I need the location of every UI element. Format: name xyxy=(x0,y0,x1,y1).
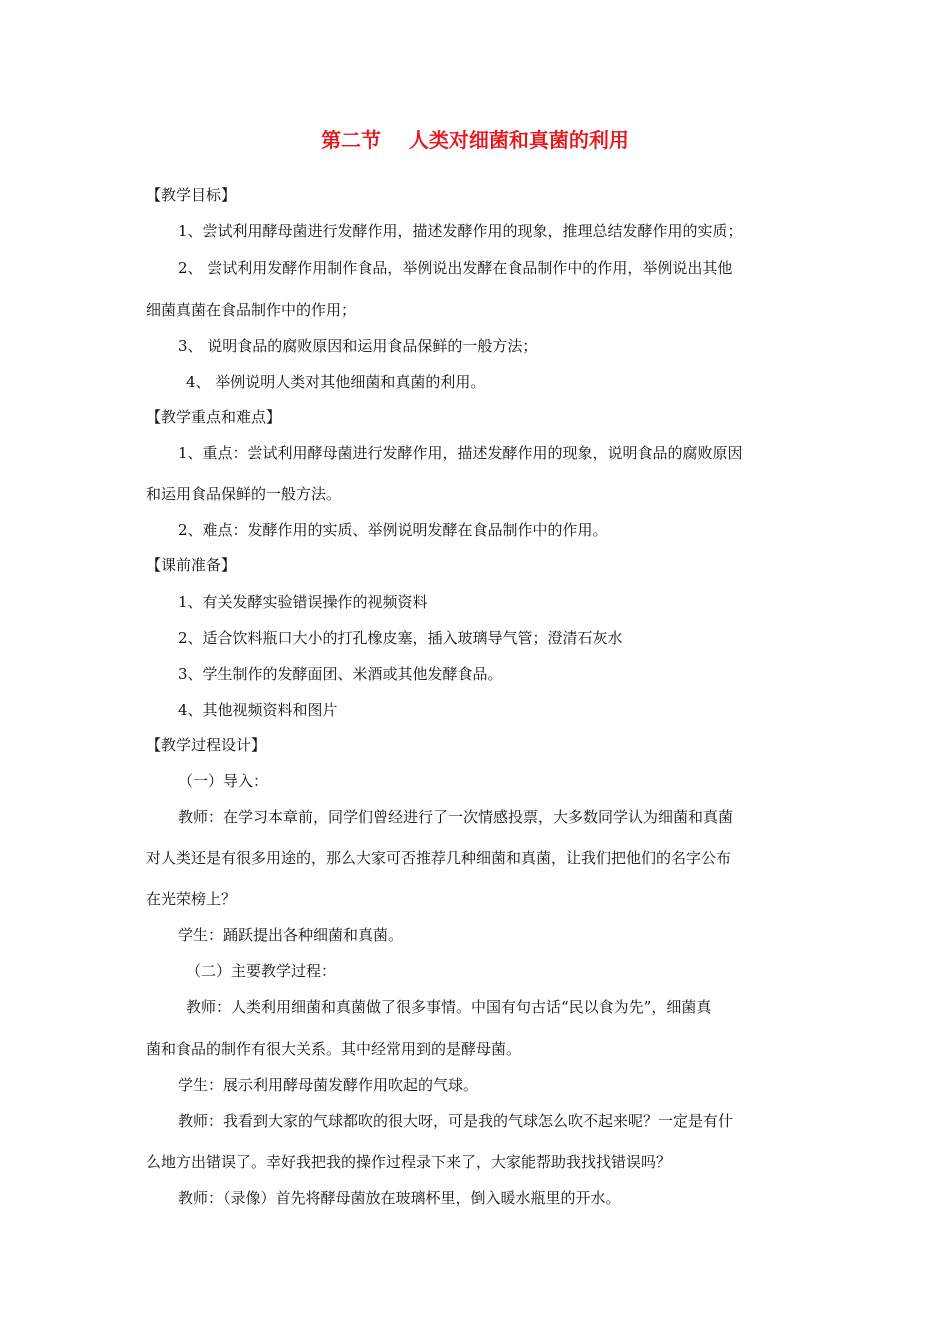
text-line: 教师：人类利用细菌和真菌做了很多事情。中国有句古话“民以食为先”，细菌真 xyxy=(186,998,712,1016)
text-line: 1、尝试利用酵母菌进行发酵作用，描述发酵作用的现象，推理总结发酵作用的实质； xyxy=(178,222,743,240)
text-line: 4、其他视频资料和图片 xyxy=(178,701,338,719)
subheading-intro: （一）导入： xyxy=(178,772,269,790)
text-line: 1、有关发酵实验错误操作的视频资料 xyxy=(178,593,428,611)
section-heading-preparation: 【课前准备】 xyxy=(146,556,237,574)
text-line: 菌和食品的制作有很大关系。其中经常用到的是酵母菌。 xyxy=(146,1040,522,1058)
text-line: 学生：展示利用酵母菌发酵作用吹起的气球。 xyxy=(178,1076,479,1094)
text-line: 教师：（录像）首先将酵母菌放在玻璃杯里，倒入暖水瓶里的开水。 xyxy=(178,1189,621,1207)
section-heading-process: 【教学过程设计】 xyxy=(146,736,267,754)
text-line: 学生：踊跃提出各种细菌和真菌。 xyxy=(178,926,404,944)
text-line: 4、 举例说明人类对其他细菌和真菌的利用。 xyxy=(186,373,486,391)
text-line: 2、 尝试利用发酵作用制作食品，举例说出发酵在食品制作中的作用，举例说出其他 xyxy=(178,259,733,277)
text-line: 对人类还是有很多用途的，那么大家可否推荐几种细菌和真菌，让我们把他们的名字公布 xyxy=(146,849,732,867)
subheading-main-process: （二）主要教学过程： xyxy=(186,962,337,980)
text-line: 么地方出错误了。幸好我把我的操作过程录下来了，大家能帮助我找找错误吗？ xyxy=(146,1153,672,1171)
text-line: 教师：我看到大家的气球都吹的很大呀，可是我的气球怎么吹不起来呢？一定是有什 xyxy=(178,1112,734,1130)
text-line: 2、难点：发酵作用的实质、举例说明发酵在食品制作中的作用。 xyxy=(178,521,608,539)
section-heading-key-points: 【教学重点和难点】 xyxy=(146,408,282,426)
text-line: 和运用食品保鲜的一般方法。 xyxy=(146,485,342,503)
text-line: 1、重点：尝试利用酵母菌进行发酵作用，描述发酵作用的现象，说明食品的腐败原因 xyxy=(178,444,743,462)
text-line: 3、学生制作的发酵面团、米酒或其他发酵食品。 xyxy=(178,665,503,683)
text-line: 2、适合饮料瓶口大小的打孔橡皮塞，插入玻璃导气管；澄清石灰水 xyxy=(178,629,623,647)
text-line: 在光荣榜上？ xyxy=(146,890,237,908)
section-heading-objectives: 【教学目标】 xyxy=(146,186,237,204)
text-line: 3、 说明食品的腐败原因和运用食品保鲜的一般方法； xyxy=(178,337,538,355)
page-title: 第二节 人类对细菌和真菌的利用 xyxy=(321,128,629,152)
text-line: 教师：在学习本章前，同学们曾经进行了一次情感投票，大多数同学认为细菌和真菌 xyxy=(178,808,734,826)
text-line: 细菌真菌在食品制作中的作用； xyxy=(146,301,357,319)
